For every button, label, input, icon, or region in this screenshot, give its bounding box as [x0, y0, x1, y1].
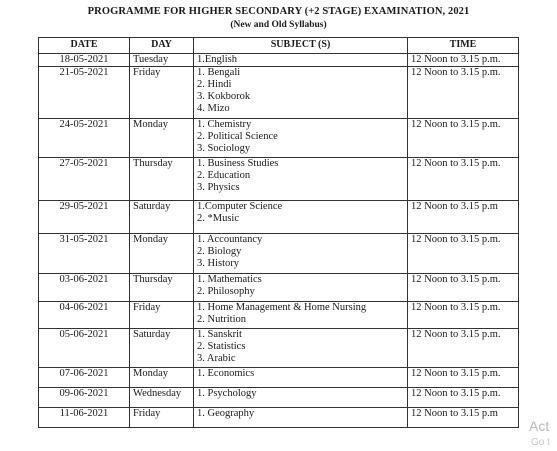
subject-line: 3. Kokborok	[197, 91, 251, 102]
subject-line: 2. Nutrition	[197, 314, 246, 325]
cell-date: 11-06-2021	[39, 408, 130, 428]
header-time: TIME	[408, 38, 519, 54]
cell-date: 29-05-2021	[39, 201, 130, 234]
cell-subjects	[194, 119, 408, 158]
cell-time: 12 Noon to 3.15 p.m.	[408, 158, 519, 201]
subject-line: 1.English	[197, 54, 237, 65]
cell-day: Wednesday	[130, 388, 194, 408]
subject-line: 1.Computer Science	[197, 201, 283, 212]
cell-time: 12 Noon to 3.15 p.m.	[408, 119, 519, 158]
cell-day: Friday	[130, 408, 194, 428]
header-day: DAY	[130, 38, 194, 54]
subject-line: 2. Biology	[197, 246, 242, 257]
cell-date: 27-05-2021	[39, 158, 130, 201]
subject-line: 3. History	[197, 258, 239, 269]
cell-time: 12 Noon to 3.15 p.m.	[408, 302, 519, 329]
table-row	[39, 54, 519, 67]
document-title: PROGRAMME FOR HIGHER SECONDARY (+2 STAGE) EXAMINATION, 2021	[87, 6, 470, 17]
subject-line: 2. Political Science	[197, 131, 278, 142]
cell-time: 12 Noon to 3.15 p.m.	[408, 67, 519, 119]
cell-subjects	[194, 274, 408, 302]
subject-line: 2. Education	[197, 170, 251, 181]
cell-day: Saturday	[130, 201, 194, 234]
cell-time: 12 Noon to 3.15 p.m	[408, 408, 519, 428]
cell-date: 09-06-2021	[39, 388, 130, 408]
subject-line: 1. Mathematics	[197, 274, 262, 285]
subject-line: 1. Economics	[197, 368, 255, 379]
cell-day: Thursday	[130, 158, 194, 201]
subject-line: 3. Arabic	[197, 353, 236, 364]
subject-line: 2. Hindi	[197, 79, 232, 90]
cell-subjects	[194, 388, 408, 408]
cell-subjects	[194, 302, 408, 329]
table-row	[39, 329, 519, 368]
subject-line: 2. Statistics	[197, 341, 246, 352]
cell-subjects	[194, 67, 408, 119]
table-row	[39, 119, 519, 158]
activate-windows-subtext: Go t	[531, 437, 550, 448]
subject-line: 2. Philosophy	[197, 286, 255, 297]
cell-subjects	[194, 368, 408, 388]
subject-line: 1. Home Management & Home Nursing	[197, 302, 367, 313]
subject-line: 3. Physics	[197, 182, 240, 193]
cell-day: Monday	[130, 368, 194, 388]
cell-time: 12 Noon to 3.15 p.m.	[408, 329, 519, 368]
cell-subjects	[194, 329, 408, 368]
subject-line: 1. Bengali	[197, 67, 241, 78]
cell-day: Tuesday	[130, 54, 194, 67]
subject-line: 1. Chemistry	[197, 119, 252, 130]
subject-line: 2. *Music	[197, 213, 239, 224]
cell-time: 12 Noon to 3.15 p.m.	[408, 54, 519, 67]
cell-day: Thursday	[130, 274, 194, 302]
cell-date: 21-05-2021	[39, 67, 130, 119]
subject-line: 4. Mizo	[197, 103, 230, 114]
table-row	[39, 302, 519, 329]
cell-date: 18-05-2021	[39, 54, 130, 67]
document-subtitle: (New and Old Syllabus)	[230, 20, 327, 30]
table-row	[39, 158, 519, 201]
cell-date: 07-06-2021	[39, 368, 130, 388]
table-row	[39, 408, 519, 428]
cell-date: 31-05-2021	[39, 234, 130, 274]
cell-day: Friday	[130, 302, 194, 329]
cell-day: Saturday	[130, 329, 194, 368]
cell-date: 24-05-2021	[39, 119, 130, 158]
cell-date: 05-06-2021	[39, 329, 130, 368]
table-row	[39, 67, 519, 119]
table-header-row	[39, 38, 519, 54]
subject-line: 1. Sanskrit	[197, 329, 242, 340]
cell-time: 12 Noon to 3.15 p.m	[408, 201, 519, 234]
cell-date: 03-06-2021	[39, 274, 130, 302]
cell-day: Monday	[130, 119, 194, 158]
header-subject: SUBJECT (S)	[194, 38, 408, 54]
table-body	[39, 54, 519, 428]
exam-schedule-table	[38, 37, 519, 428]
subject-line: 3. Sociology	[197, 143, 251, 154]
cell-time: 12 Noon to 3.15 p.m.	[408, 388, 519, 408]
table-row	[39, 388, 519, 408]
cell-time: 12 Noon to 3.15 p.m.	[408, 274, 519, 302]
subject-line: 1. Psychology	[197, 388, 257, 399]
table-row	[39, 234, 519, 274]
cell-time: 12 Noon to 3.15 p.m.	[408, 368, 519, 388]
subject-line: 1. Geography	[197, 408, 255, 419]
cell-subjects	[194, 201, 408, 234]
header-date: DATE	[39, 38, 130, 54]
table-row	[39, 274, 519, 302]
activate-windows-watermark: Act	[529, 418, 550, 434]
cell-subjects	[194, 234, 408, 274]
cell-subjects	[194, 54, 408, 67]
cell-day: Friday	[130, 67, 194, 119]
subject-line: 1. Accountancy	[197, 234, 263, 245]
cell-time: 12 Noon to 3.15 p.m.	[408, 234, 519, 274]
cell-subjects	[194, 158, 408, 201]
table-row	[39, 368, 519, 388]
table-row	[39, 201, 519, 234]
cell-date: 04-06-2021	[39, 302, 130, 329]
subject-line: 1. Business Studies	[197, 158, 279, 169]
cell-subjects	[194, 408, 408, 428]
cell-day: Monday	[130, 234, 194, 274]
